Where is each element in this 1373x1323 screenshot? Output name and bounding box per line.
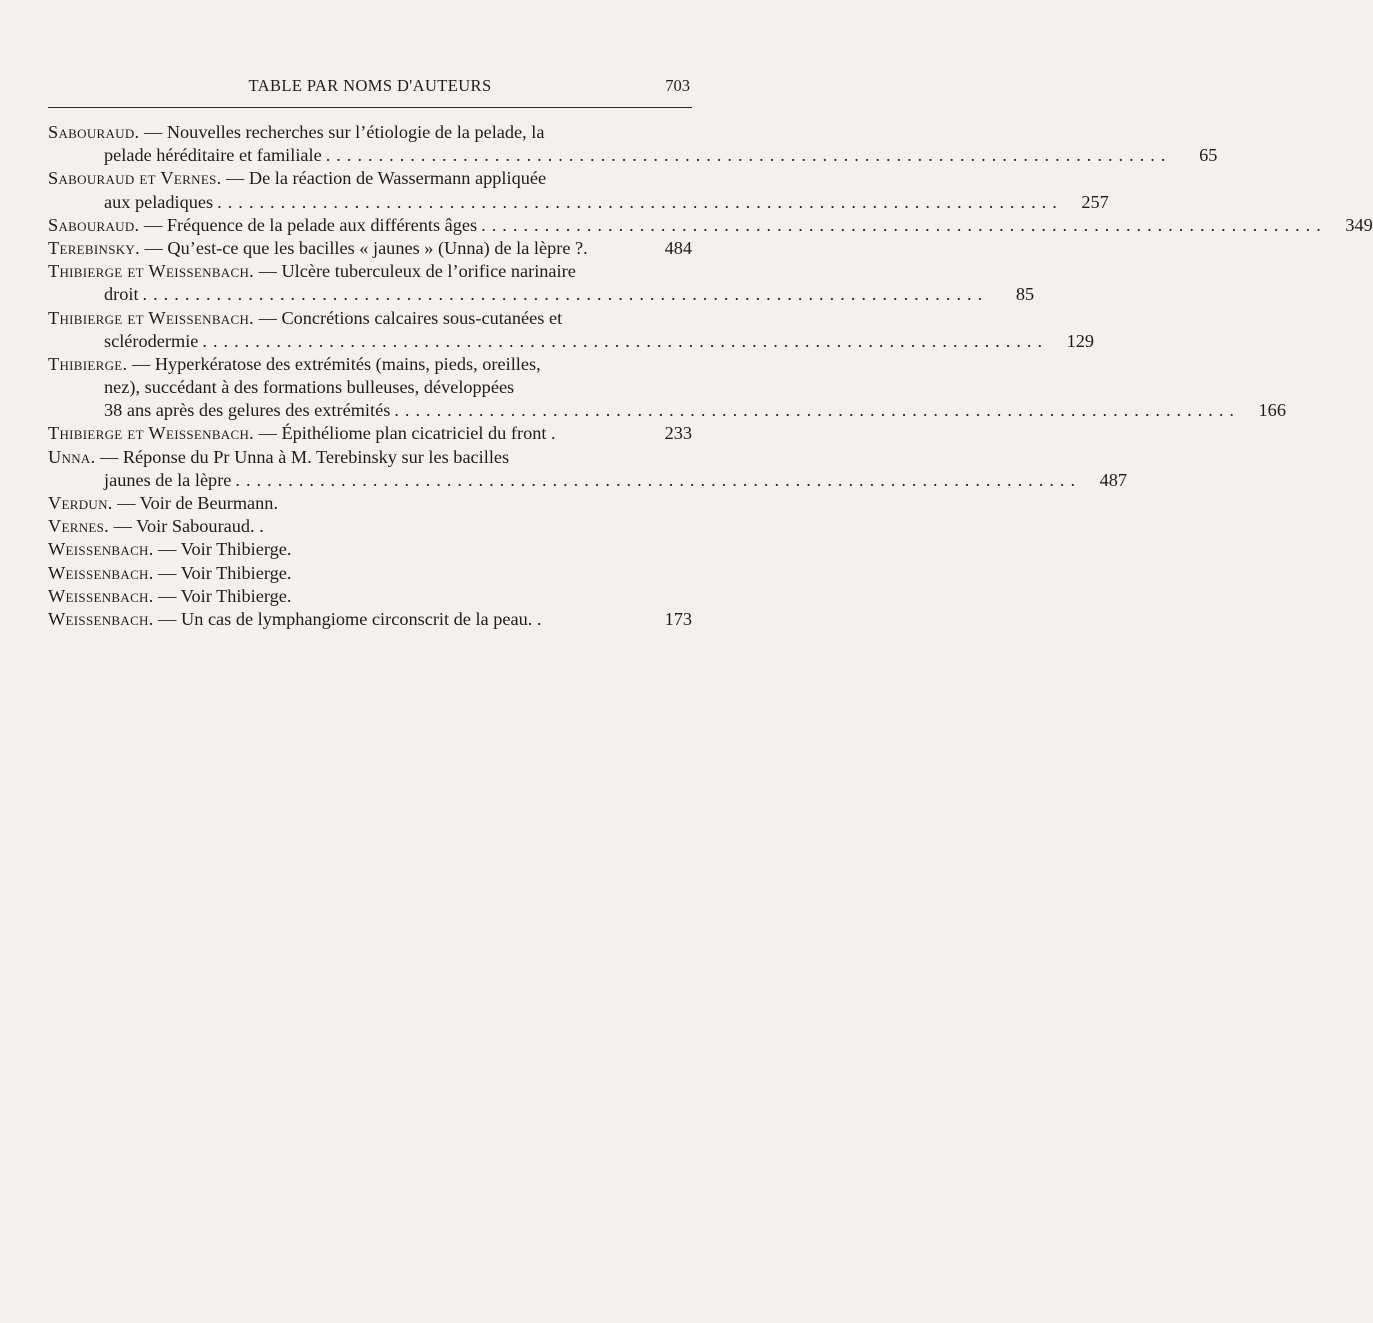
page-reference: 129	[1066, 330, 1095, 351]
author-name: Thibierge et Weissenbach.	[48, 307, 255, 328]
header-title: TABLE PAR NOMS D'AUTEURS	[248, 76, 492, 95]
entry-title: nez), succédant à des formations bulleuses, développées	[104, 377, 515, 398]
author-name: Weissenbach.	[48, 562, 154, 583]
page-reference: 85	[1015, 284, 1035, 305]
author-name: Weissenbach.	[48, 585, 154, 606]
entry-title: — Voir Thibierge.	[153, 539, 292, 560]
entry-text	[48, 167, 546, 190]
entry-text	[48, 353, 541, 376]
page-reference: 349	[1345, 214, 1373, 235]
index-entry	[48, 538, 692, 561]
entry-text	[48, 515, 264, 538]
page-reference: 484	[664, 237, 692, 258]
page-reference: 173	[664, 608, 692, 629]
entry-text	[48, 562, 291, 585]
entry-line	[48, 399, 1286, 422]
author-name: Verdun.	[48, 493, 113, 513]
entry-title: — Voir de Beurmann.	[112, 493, 279, 513]
entry-text	[104, 283, 139, 306]
entry-title: — Voir Thibierge.	[153, 562, 292, 583]
entry-line	[48, 585, 692, 608]
entry-title: pelade héréditaire et familiale	[104, 145, 322, 166]
entry-text	[104, 376, 514, 399]
entry-line	[48, 237, 692, 260]
entry-text	[48, 121, 545, 144]
entry-title: — Hyperkératose des extrémités (mains, pieds, oreilles,	[127, 353, 541, 374]
author-name: Weissenbach.	[48, 539, 154, 560]
entry-line	[48, 353, 692, 376]
entry-line	[48, 121, 692, 144]
entry-text	[48, 492, 278, 515]
entry-title: 38 ans après des gelures des extrémités	[104, 400, 391, 421]
entry-title: sclérodermie	[104, 330, 199, 351]
entry-text	[104, 469, 231, 492]
entry-text	[48, 307, 562, 330]
entry-title: — Concrétions calcaires sous-cutanées et	[254, 307, 563, 328]
entry-title: — Qu’est-ce que les bacilles « jaunes » (Unna) de la lèpre ?.	[139, 237, 588, 258]
leader-dots: ................................................................................	[481, 214, 1327, 235]
author-name: Weissenbach.	[48, 608, 154, 629]
leader-dots: ................................................................................	[217, 191, 1063, 212]
author-name: Sabouraud et Vernes.	[48, 168, 222, 189]
entry-title: — De la réaction de Wassermann appliquée	[221, 168, 547, 189]
header-page-number: 703	[665, 76, 690, 95]
entry-line	[48, 562, 692, 585]
leader-dots: ................................................................................	[325, 145, 1172, 166]
running-header	[48, 74, 692, 102]
index-entry	[48, 353, 1286, 423]
entry-text	[48, 260, 576, 283]
entry-line	[48, 330, 1095, 353]
entry-text	[104, 191, 213, 214]
entry-line	[48, 422, 692, 445]
entry-line	[48, 515, 692, 538]
entry-line	[48, 608, 692, 631]
page-reference: 166	[1258, 400, 1286, 421]
author-name: Thibierge.	[48, 353, 128, 374]
index-entry	[48, 167, 1109, 213]
author-name: Thibierge et Weissenbach.	[48, 423, 255, 444]
index-entry	[48, 515, 692, 538]
leader-dots: ................................................................................	[394, 400, 1240, 421]
index-entry	[48, 260, 1035, 306]
page-reference: 65	[1199, 145, 1218, 166]
index-entry	[48, 121, 1218, 167]
entry-line	[48, 167, 692, 190]
entry-title: droit	[104, 284, 139, 305]
page-reference: 233	[664, 423, 692, 444]
entry-text	[48, 237, 588, 260]
author-name: Unna.	[48, 446, 96, 467]
entry-title: aux peladiques	[104, 191, 214, 212]
entry-title: — Épithéliome plan cicatriciel du front .	[254, 423, 556, 444]
entry-line	[48, 492, 692, 515]
entry-line	[48, 307, 692, 330]
header-rule	[48, 107, 692, 108]
index-entry	[48, 585, 692, 608]
entry-text	[48, 538, 291, 561]
entry-text	[104, 399, 390, 422]
page-reference: 257	[1081, 191, 1109, 212]
entry-title: — Voir Sabouraud. .	[109, 516, 264, 537]
author-name: Vernes.	[48, 516, 110, 537]
entry-line	[48, 376, 692, 399]
author-name: Thibierge et Weissenbach.	[48, 261, 255, 282]
entry-title: — Fréquence de la pelade aux différents âges	[139, 214, 478, 235]
author-index-list	[48, 121, 1373, 631]
index-entry	[48, 562, 692, 585]
leader-dots: ................................................................................	[202, 330, 1049, 351]
entry-text	[48, 446, 509, 469]
entry-text	[48, 585, 291, 608]
entry-line	[48, 283, 1035, 306]
entry-title: — Réponse du Pr Unna à M. Terebinsky sur les bacilles	[95, 446, 510, 467]
entry-line	[48, 469, 1128, 492]
index-entry	[48, 446, 1128, 492]
entry-title: — Ulcère tuberculeux de l’orifice narinaire	[254, 261, 576, 282]
entry-title: — Nouvelles recherches sur l’étiologie de la pelade, la	[139, 122, 545, 142]
author-name: Sabouraud.	[48, 122, 140, 142]
leader-dots: ................................................................................	[142, 284, 989, 305]
entry-text	[104, 144, 322, 167]
page-reference: 487	[1099, 469, 1128, 490]
index-entry	[48, 422, 692, 445]
entry-title: — Un cas de lymphangiome circonscrit de la peau. .	[153, 608, 542, 629]
index-entry	[48, 492, 692, 515]
index-entry	[48, 307, 1095, 353]
entry-line	[48, 214, 1373, 237]
entry-text	[48, 214, 477, 237]
entry-title: jaunes de la lèpre	[104, 469, 232, 490]
entry-text	[48, 422, 556, 445]
entry-line	[48, 446, 692, 469]
entry-line	[48, 191, 1109, 214]
entry-line	[48, 260, 692, 283]
entry-line	[48, 538, 692, 561]
entry-text	[48, 608, 541, 631]
entry-text	[104, 330, 198, 353]
leader-dots: ................................................................................	[235, 469, 1082, 490]
author-name: Sabouraud.	[48, 214, 140, 235]
entry-title: — Voir Thibierge.	[153, 585, 292, 606]
index-entry	[48, 608, 692, 631]
index-entry	[48, 214, 1373, 237]
entry-line	[48, 144, 1218, 167]
author-name: Terebinsky.	[48, 237, 140, 258]
index-entry	[48, 237, 692, 260]
